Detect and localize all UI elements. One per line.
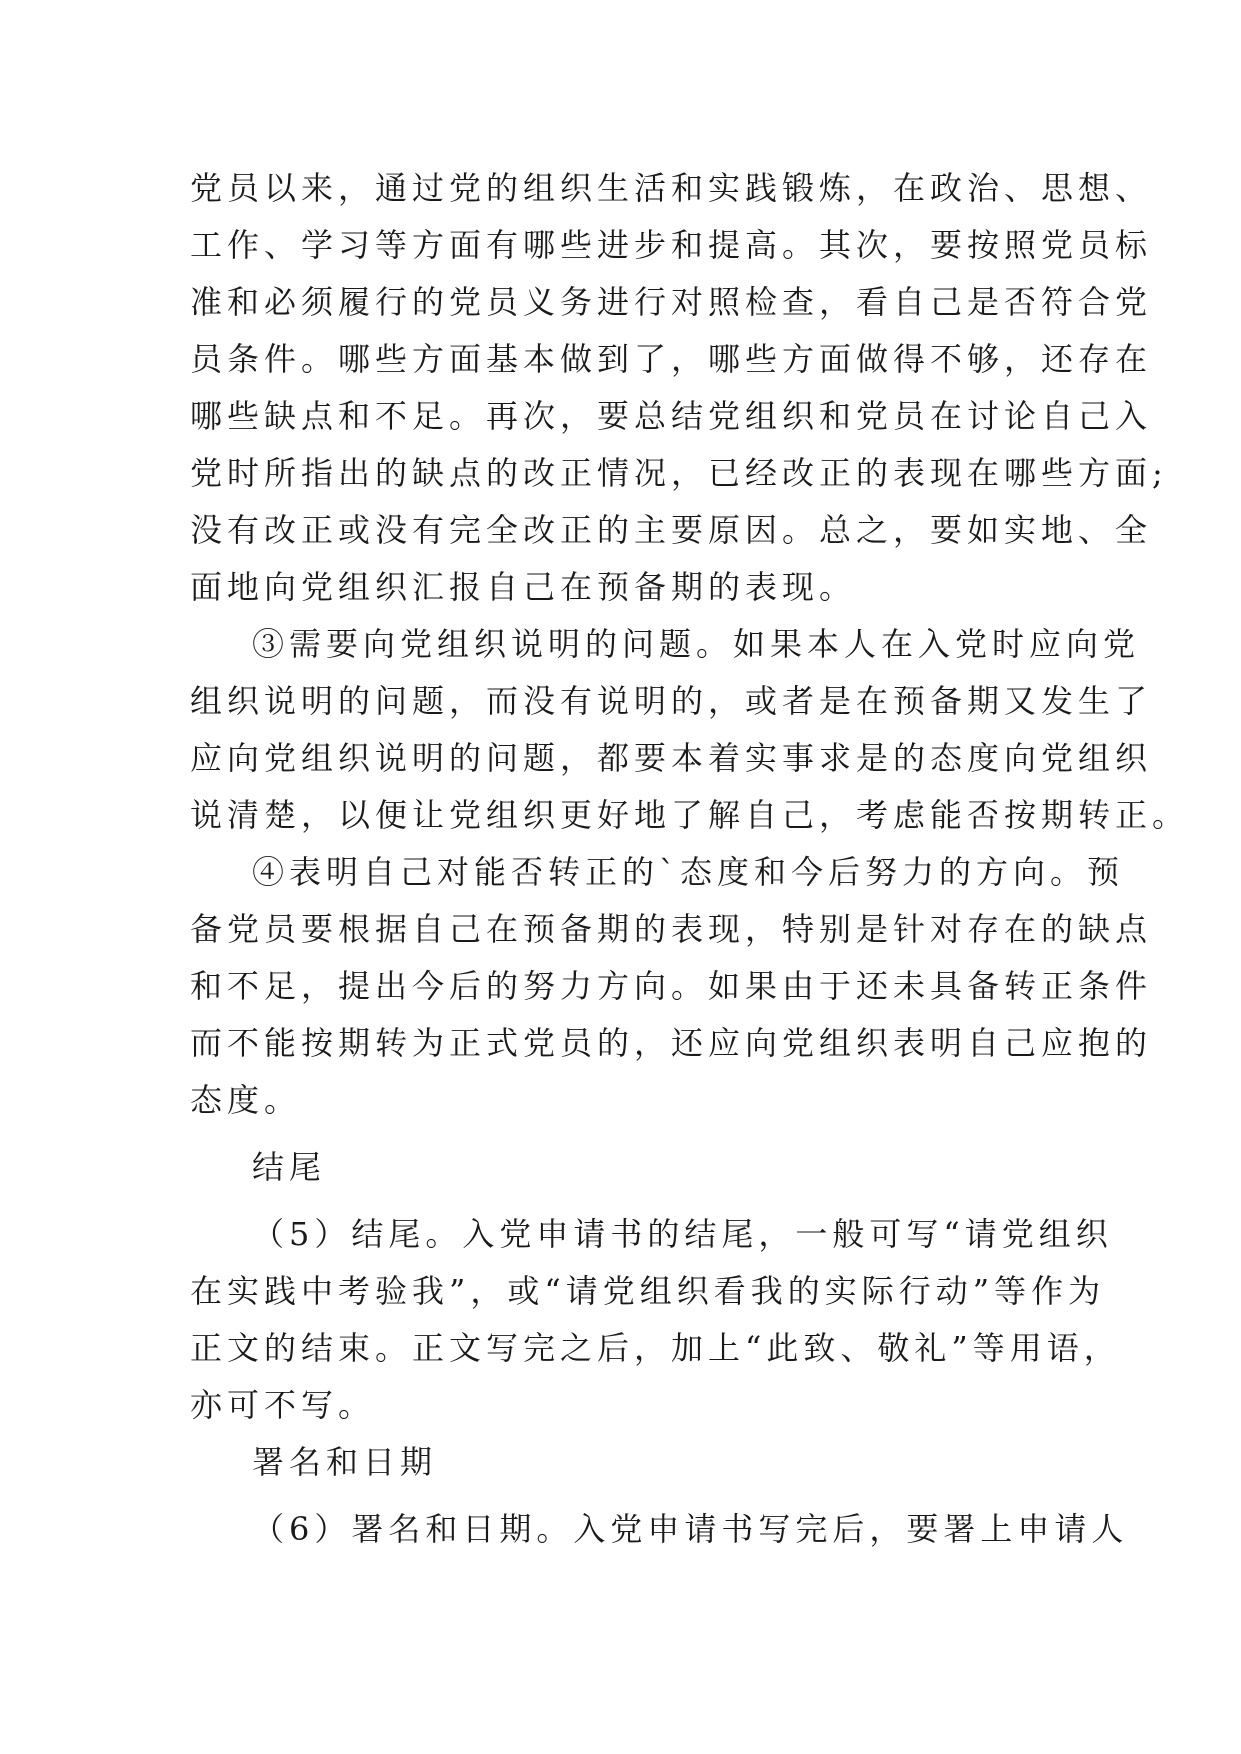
section-heading: 结尾	[252, 1148, 327, 1186]
body-text-line: 和不足，提出今后的努力方向。如果由于还未具备转正条件	[190, 967, 1153, 1005]
body-text-line: 准和必须履行的党员义务进行对照检查，看自己是否符合党	[190, 283, 1153, 321]
body-text-line: 组织说明的问题，而没有说明的，或者是在预备期又发生了	[190, 682, 1153, 720]
paragraph-first-line: （6）署名和日期。入党申请书写完后，要署上申请人	[252, 1510, 1129, 1548]
body-text-line: 哪些缺点和不足。再次，要总结党组织和党员在讨论自己入	[190, 397, 1153, 435]
body-text-line: 亦可不写。	[190, 1386, 376, 1424]
paragraph-first-line: ④表明自己对能否转正的`态度和今后努力的方向。预	[252, 853, 1125, 891]
body-text-line: 态度。	[190, 1081, 302, 1119]
body-text-line: 没有改正或没有完全改正的主要原因。总之，要如实地、全	[190, 511, 1153, 549]
body-text-line: 员条件。哪些方面基本做到了，哪些方面做得不够，还存在	[190, 340, 1153, 378]
body-text-line: 党时所指出的缺点的改正情况，已经改正的表现在哪些方面;	[190, 454, 1168, 492]
body-text-line: 应向党组织说明的问题，都要本着实事求是的态度向党组织	[190, 739, 1153, 777]
body-text-line: 备党员要根据自己在预备期的表现，特别是针对存在的缺点	[190, 910, 1153, 948]
body-text-line: 说清楚，以便让党组织更好地了解自己，考虑能否按期转正。	[190, 796, 1190, 834]
body-text-line: 正文的结束。正文写完之后，加上“此致、敬礼”等用语，	[190, 1329, 1121, 1367]
body-text-line: 党员以来，通过党的组织生活和实践锻炼，在政治、思想、	[190, 169, 1153, 207]
paragraph-first-line: （5）结尾。入党申请书的结尾，一般可写“请党组织	[252, 1215, 1113, 1253]
body-text-line: 在实践中考验我”，或“请党组织看我的实际行动”等作为	[190, 1272, 1106, 1310]
paragraph-first-line: ③需要向党组织说明的问题。如果本人在入党时应向党	[252, 625, 1141, 663]
body-text-line: 面地向党组织汇报自己在预备期的表现。	[190, 568, 857, 606]
body-text-line: 而不能按期转为正式党员的，还应向党组织表明自己应抱的	[190, 1024, 1153, 1062]
section-heading: 署名和日期	[252, 1443, 438, 1481]
body-text-line: 工作、学习等方面有哪些进步和提高。其次，要按照党员标	[190, 226, 1153, 264]
